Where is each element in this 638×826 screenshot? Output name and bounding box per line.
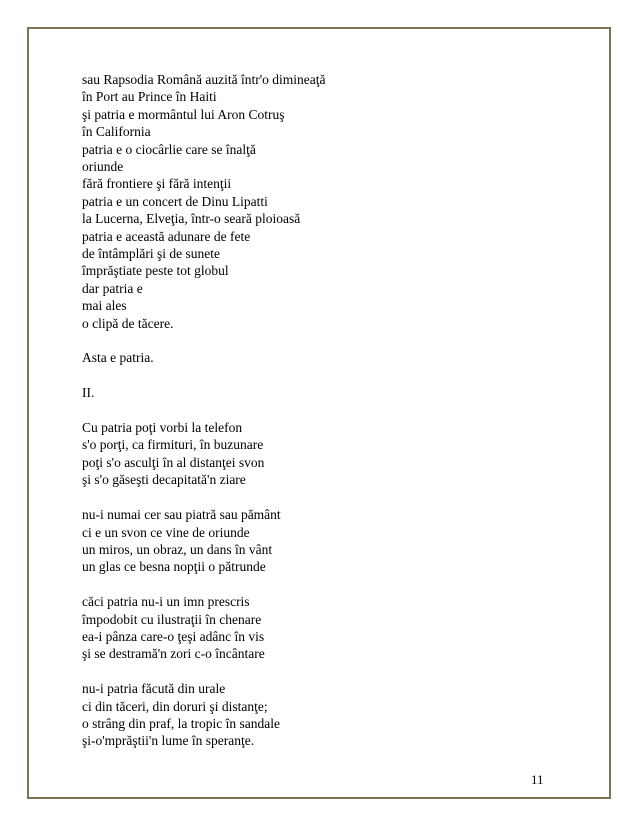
poem-body	[82, 71, 542, 750]
poem-line: un miros, un obraz, un dans în vânt	[82, 541, 273, 557]
stanza-gap	[82, 367, 542, 384]
stanza-gap	[82, 576, 542, 593]
page-number: 11	[531, 772, 544, 787]
poem-line: şi s'o găseşti decapitată'n ziare	[82, 472, 246, 488]
poem-line: căci patria nu-i un imn prescris	[82, 594, 250, 610]
poem-line: s'o porţi, ca firmituri, în buzunare	[82, 437, 264, 453]
poem-line: patria e un concert de Dinu Lipatti	[82, 193, 268, 209]
stanza-5	[82, 593, 542, 663]
poem-line: în California	[82, 124, 151, 140]
poem-line: şi se destramă'n zori c-o încântare	[82, 646, 265, 662]
poem-line: un glas ce besna nopţii o pătrunde	[82, 559, 266, 575]
stanza-gap	[82, 663, 542, 680]
poem-line: fără frontiere şi fără intenţii	[82, 176, 232, 192]
poem-line: dar patria e	[82, 280, 143, 296]
stanza-6	[82, 680, 542, 750]
poem-line: ea-i pânza care-o ţeşi adânc în vis	[82, 628, 265, 644]
poem-line: ci e un svon ce vine de oriunde	[82, 524, 250, 540]
poem-line: sau Rapsodia Română auzită într'o dimineaţă	[82, 72, 326, 87]
poem-line: patria e această adunare de fete	[82, 228, 251, 244]
poem-line: nu-i numai cer sau piatră sau pământ	[82, 507, 281, 523]
stanza-gap	[82, 332, 542, 349]
poem-line: nu-i patria făcută din urale	[82, 681, 226, 697]
poem-line: mai ales	[82, 298, 127, 314]
section-heading	[82, 384, 542, 401]
stanza-2	[82, 349, 542, 366]
poem-line: o clipă de tăcere.	[82, 315, 174, 331]
poem-line: şi patria e mormântul lui Aron Cotruş	[82, 106, 285, 122]
poem-line: poţi s'o asculţi în al distanţei svon	[82, 454, 265, 470]
stanza-1	[82, 71, 542, 332]
poem-line: patria e o ciocârlie care se înalţă	[82, 141, 256, 157]
poem-line: de întâmplări şi de sunete	[82, 246, 220, 262]
poem-line: Asta e patria.	[82, 350, 154, 366]
poem-line: oriunde	[82, 159, 124, 175]
poem-line: la Lucerna, Elveţia, într-o seară ploioasă	[82, 211, 301, 227]
section-number: II.	[82, 385, 95, 401]
poem-line: Cu patria poţi vorbi la telefon	[82, 420, 243, 436]
poem-line: în Port au Prince în Haiti	[82, 89, 217, 105]
stanza-4	[82, 506, 542, 576]
poem-line: împrăştiate peste tot globul	[82, 263, 229, 279]
poem-line: împodobit cu ilustraţii în chenare	[82, 611, 262, 627]
poem-line: ci din tăceri, din doruri şi distanţe;	[82, 698, 268, 714]
stanza-3	[82, 419, 542, 489]
poem-line: şi-o'mprăştii'n lume în speranţe.	[82, 733, 255, 749]
poem-line: o strâng din praf, la tropic în sandale	[82, 715, 280, 731]
stanza-gap	[82, 489, 542, 506]
stanza-gap	[82, 402, 542, 419]
